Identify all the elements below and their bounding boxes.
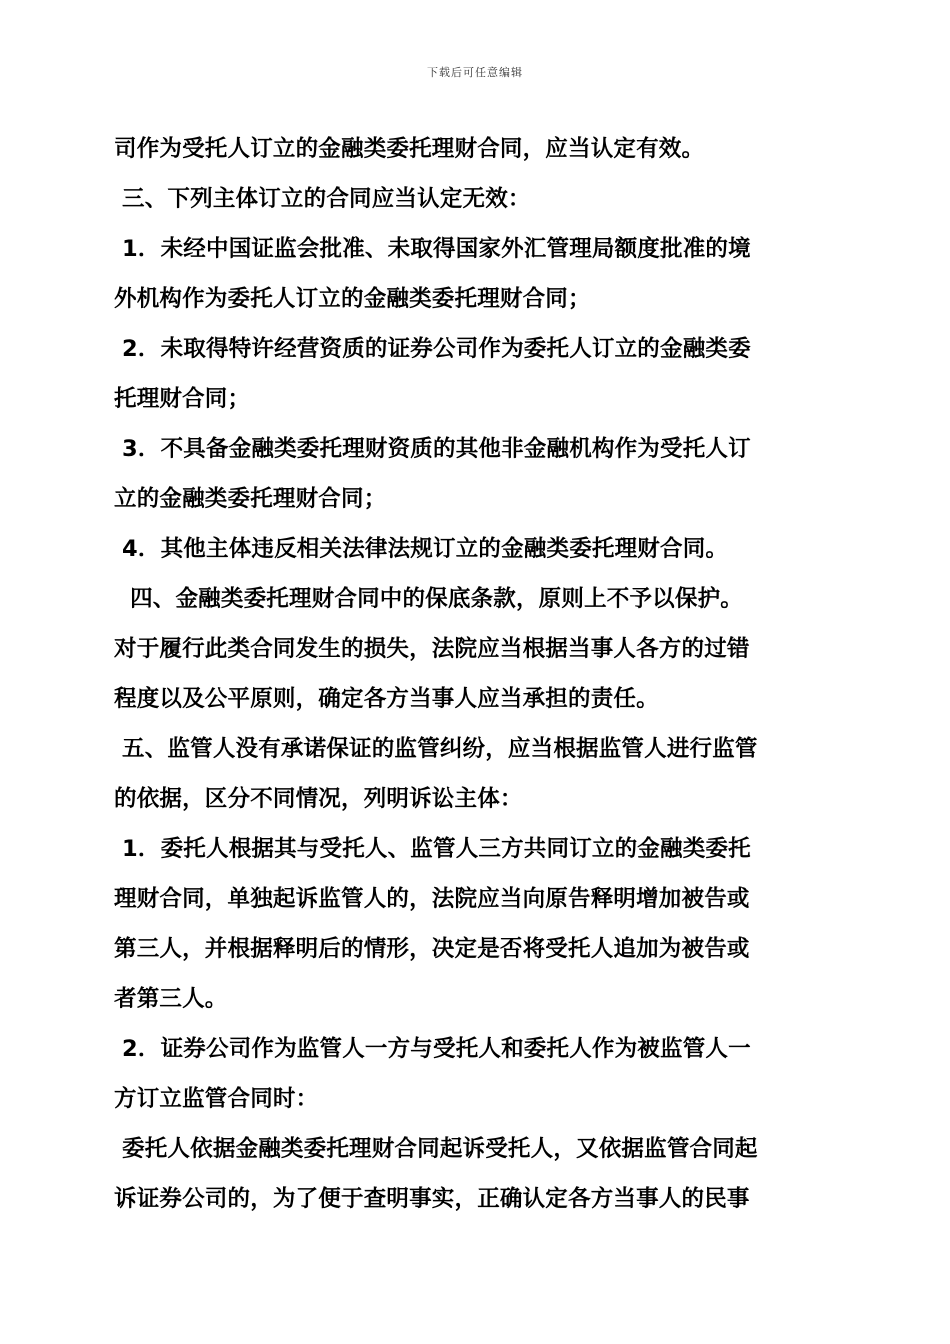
- page-header: 下载后可任意编辑: [427, 66, 523, 79]
- text-line: 五、监管人没有承诺保证的监管纠纷，应当根据监管人进行监管: [114, 736, 758, 762]
- text-line: 者第三人。: [114, 986, 228, 1012]
- text-line: 1．委托人根据其与受托人、监管人三方共同订立的金融类委托: [114, 836, 751, 862]
- text-line: 外机构作为委托人订立的金融类委托理财合同；: [114, 286, 591, 312]
- text-line: 三、下列主体订立的合同应当认定无效：: [114, 186, 531, 212]
- text-line: 3．不具备金融类委托理财资质的其他非金融机构作为受托人订: [114, 436, 751, 462]
- text-line: 的依据，区分不同情况，列明诉讼主体：: [114, 786, 523, 812]
- text-line: 4．其他主体违反相关法律法规订立的金融类委托理财合同。: [114, 536, 729, 562]
- text-line: 立的金融类委托理财合同；: [114, 486, 387, 512]
- text-line: 1．未经中国证监会批准、未取得国家外汇管理局额度批准的境: [114, 236, 751, 262]
- text-line: 对于履行此类合同发生的损失，法院应当根据当事人各方的过错: [114, 636, 750, 662]
- text-line: 第三人，并根据释明后的情形，决定是否将受托人追加为被告或: [114, 936, 750, 962]
- text-line: 2．未取得特许经营资质的证券公司作为委托人订立的金融类委: [114, 336, 751, 362]
- text-line: 理财合同，单独起诉监管人的，法院应当向原告释明增加被告或: [114, 886, 750, 912]
- text-line: 方订立监管合同时：: [114, 1086, 319, 1112]
- text-line: 四、金融类委托理财合同中的保底条款，原则上不予以保护。: [114, 586, 743, 612]
- text-line: 2．证券公司作为监管人一方与受托人和委托人作为被监管人一: [114, 1036, 751, 1062]
- text-line: 程度以及公平原则，确定各方当事人应当承担的责任。: [114, 686, 659, 712]
- text-line: 诉证券公司的，为了便于查明事实，正确认定各方当事人的民事: [114, 1186, 750, 1212]
- text-line: 司作为受托人订立的金融类委托理财合同，应当认定有效。: [114, 136, 705, 162]
- document-body: [114, 124, 854, 1224]
- text-line: 委托人依据金融类委托理财合同起诉受托人，又依据监管合同起: [114, 1136, 758, 1162]
- text-line: 托理财合同；: [114, 386, 251, 412]
